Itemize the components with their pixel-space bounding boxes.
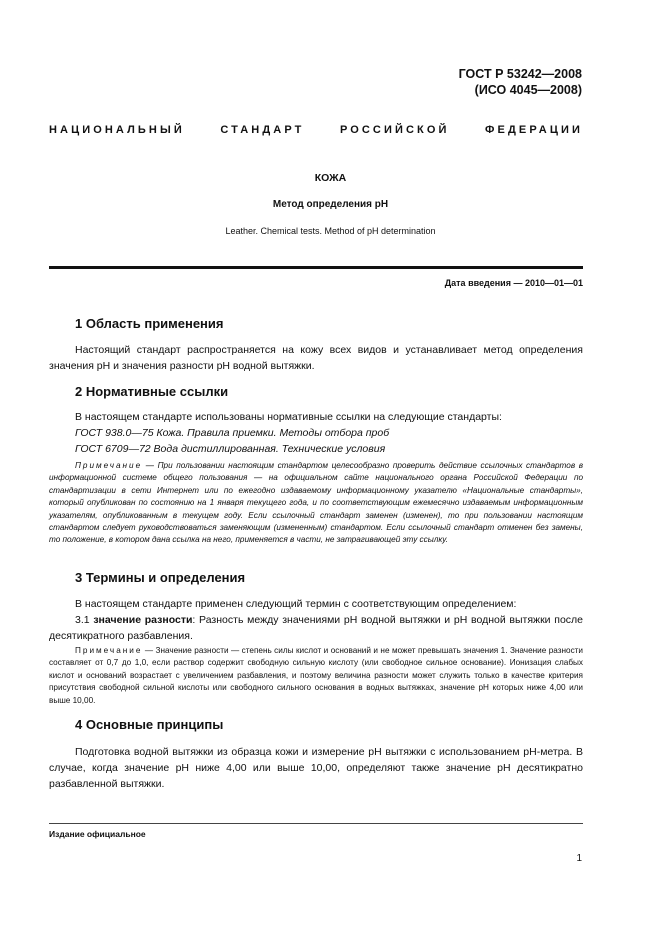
note-label: Примечание — [75, 461, 143, 470]
term-text: : Разность между значениями pH водной вытяжки и pH водной вытяжки после десятикратного разбавления. — [49, 614, 583, 642]
section-4-text: Подготовка водной вытяжки из образца кожи и измерение pH вытяжки с использованием pH-метра. В случае, когда значение pH ниже 4,00 или выше 10,00, определяют также значение pH десятикратно разбавленной вытяжки. — [49, 746, 583, 790]
footer-divider — [49, 823, 583, 824]
note-text: — Значение разности — степень силы кислот и оснований и не может превышать значения 1. Значение разности составляет от 0,7 до 1,0, если раствор содержит свободную сильную кислоту (или свободное сильное основание). Ионизация слабых кислот и оснований возрастает с увеличением разбавления, и поэтому величина разности может служить только в качестве критерия присутствия свободной сильной кислоты или свободного сильного основания в водных вытяжках, значение pH которых ниже 4,00 или выше 10,00. — [49, 646, 583, 705]
page-number: 1 — [576, 853, 582, 864]
reference-1: ГОСТ 938.0—75 Кожа. Правила приемки. Методы отбора проб — [75, 427, 390, 439]
reference-2: ГОСТ 6709—72 Вода дистиллированная. Технические условия — [75, 443, 386, 455]
national-standard-banner — [49, 124, 583, 136]
banner-word: НАЦИОНАЛЬНЫЙ — [49, 124, 185, 136]
term-definition — [49, 612, 583, 644]
section-3-note — [49, 645, 583, 707]
note-text: — При пользовании настоящим стандартом целесообразно проверить действие ссылочных стандартов в информационной системе общего пользования — на официальном сайте национального органа Российской Федерации по стандартизации в сети Интернет или по ежегодно издаваемому информационному указателю «Национальные стандарты», который опубликован по состоянию на 1 января текущего года, и по соответствующим ежемесячно издаваемым информационным указателям, опубликованным в текущем году. Если ссылочный стандарт заменен (изменен), то при пользовании настоящим стандартом следует руководствоваться заменяющим (измененным) стандартом. Если ссылочный стандарт отменен без замены, то положение, в котором дана ссылка на него, применяется в части, не затрагивающей эту ссылку. — [49, 461, 583, 545]
section-1-text: Настоящий стандарт распространяется на кожу всех видов и устанавливает метод определения значения pH и значения разности pH водной вытяжки. — [49, 344, 583, 372]
banner-word: СТАНДАРТ — [220, 124, 305, 136]
standard-code: ГОСТ Р 53242—2008 — [458, 67, 582, 81]
title-divider — [49, 266, 583, 269]
document-subtitle: Метод определения pH — [272, 199, 389, 210]
section-3-intro: В настоящем стандарте применен следующий термин с соответствующим определением: — [75, 598, 517, 610]
iso-code: (ИСО 4045—2008) — [474, 83, 582, 97]
term-name: значение разности — [93, 614, 193, 626]
document-title: КОЖА — [314, 172, 347, 184]
term-number: 3.1 — [75, 614, 94, 626]
note-label: Примечание — [75, 646, 143, 655]
introduction-date: Дата введения — 2010—01—01 — [444, 278, 583, 288]
english-title: Leather. Chemical tests. Method of pH determination — [225, 226, 436, 236]
section-2-intro: В настоящем стандарте использованы нормативные ссылки на следующие стандарты: — [75, 411, 502, 423]
section-4-heading: 4 Основные принципы — [75, 717, 224, 732]
banner-word: РОССИЙСКОЙ — [339, 124, 450, 136]
section-3-heading: 3 Термины и определения — [75, 570, 246, 585]
edition-label: Издание официальное — [49, 829, 146, 839]
section-1-heading: 1 Область применения — [75, 316, 224, 331]
section-2-heading: 2 Нормативные ссылки — [75, 384, 229, 399]
section-2-note — [49, 460, 583, 547]
banner-word: ФЕДЕРАЦИИ — [485, 124, 583, 136]
